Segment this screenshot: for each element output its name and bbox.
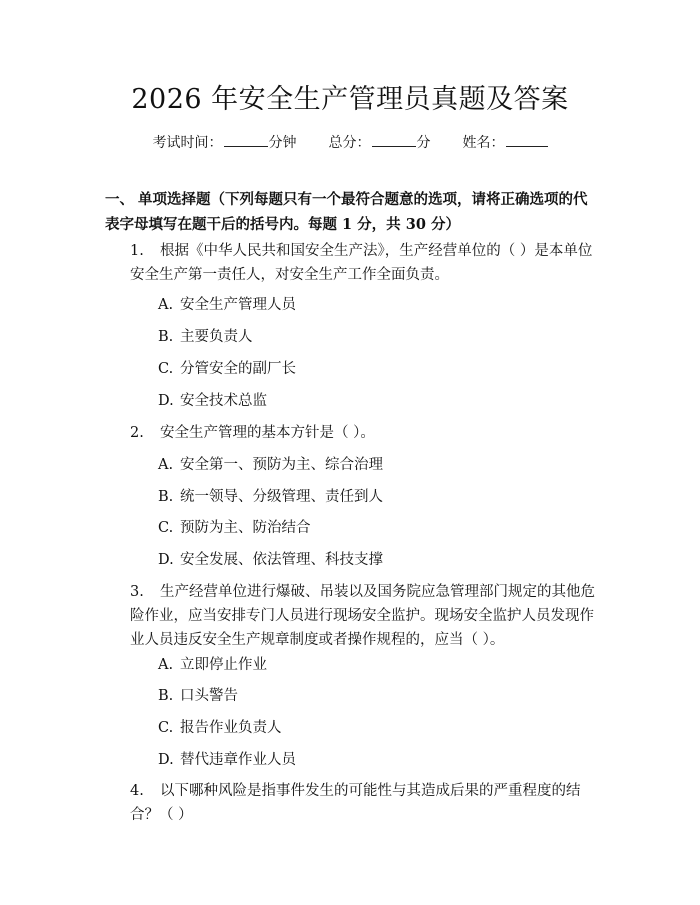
option-letter: B. bbox=[158, 489, 174, 505]
option-2-d[interactable] bbox=[158, 550, 383, 570]
option-3-c[interactable] bbox=[158, 718, 282, 738]
option-text: 主要负责人 bbox=[180, 329, 253, 345]
page-title: 2026 年安全生产管理员真题及答案 bbox=[131, 84, 569, 115]
option-letter: A. bbox=[158, 657, 174, 673]
option-1-c[interactable] bbox=[158, 359, 296, 379]
option-1-b[interactable] bbox=[158, 327, 253, 347]
option-text: 安全发展、依法管理、科技支撑 bbox=[180, 552, 383, 568]
question-number: 2. bbox=[130, 425, 144, 441]
option-3-a[interactable] bbox=[158, 655, 267, 675]
name-field bbox=[463, 131, 548, 153]
exam-time-field bbox=[153, 131, 297, 153]
total-score-blank[interactable] bbox=[372, 131, 416, 147]
option-3-b[interactable] bbox=[158, 686, 238, 706]
option-text: 统一领导、分级管理、责任到人 bbox=[180, 489, 383, 505]
name-blank[interactable] bbox=[506, 131, 548, 147]
total-score-field bbox=[329, 131, 431, 153]
option-text: 口头警告 bbox=[180, 688, 238, 704]
option-1-d[interactable] bbox=[158, 391, 267, 411]
option-letter: B. bbox=[158, 329, 174, 345]
option-text: 安全第一、预防为主、综合治理 bbox=[180, 457, 383, 473]
section-number: 一、 bbox=[105, 191, 134, 208]
option-text: 分管安全的副厂长 bbox=[180, 361, 296, 377]
option-text: 立即停止作业 bbox=[180, 657, 267, 673]
option-text: 预防为主、防治结合 bbox=[180, 520, 311, 536]
question-4 bbox=[105, 779, 600, 827]
option-text: 报告作业负责人 bbox=[180, 720, 282, 736]
option-letter: C. bbox=[158, 361, 174, 377]
option-letter: C. bbox=[158, 720, 174, 736]
option-1-a[interactable] bbox=[158, 295, 296, 315]
section-heading bbox=[105, 187, 600, 237]
option-3-d[interactable] bbox=[158, 750, 296, 770]
question-stem: 根据《中华人民共和国安全生产法》，生产经营单位的（ ）是本单位安全生产第一责任人，对安全生产工作全面负责。 bbox=[130, 243, 593, 283]
question-2 bbox=[105, 421, 600, 445]
option-text: 替代违章作业人员 bbox=[180, 752, 296, 768]
question-number: 4. bbox=[130, 783, 144, 799]
question-stem: 以下哪种风险是指事件发生的可能性与其造成后果的严重程度的结合？（ ） bbox=[130, 783, 581, 823]
question-number: 3. bbox=[130, 584, 144, 600]
option-letter: A. bbox=[158, 297, 174, 313]
option-letter: D. bbox=[158, 752, 174, 768]
exam-time-blank[interactable] bbox=[224, 131, 268, 147]
option-text: 安全技术总监 bbox=[180, 393, 267, 409]
option-2-c[interactable] bbox=[158, 518, 311, 538]
option-2-a[interactable] bbox=[158, 455, 383, 475]
exam-time-label: 考试时间： bbox=[152, 135, 223, 151]
option-letter: D. bbox=[158, 552, 174, 568]
name-label: 姓名： bbox=[462, 135, 505, 151]
exam-time-unit: 分钟 bbox=[268, 135, 297, 151]
question-1 bbox=[105, 239, 600, 287]
question-stem: 安全生产管理的基本方针是（ ）。 bbox=[160, 425, 375, 441]
question-stem: 生产经营单位进行爆破、吊装以及国务院应急管理部门规定的其他危险作业，应当安排专门人员进行现场安全监护。现场安全监护人员发现作业人员违反安全生产规章制度或者操作规程的，应当（ ）。 bbox=[130, 584, 595, 648]
option-letter: D. bbox=[158, 393, 174, 409]
question-3 bbox=[105, 580, 600, 652]
question-number: 1. bbox=[130, 243, 144, 259]
option-2-b[interactable] bbox=[158, 487, 383, 507]
option-letter: C. bbox=[158, 520, 174, 536]
exam-info-line bbox=[0, 131, 700, 153]
option-letter: A. bbox=[158, 457, 174, 473]
option-text: 安全生产管理人员 bbox=[180, 297, 296, 313]
total-score-label: 总分： bbox=[328, 135, 371, 151]
section-text: 单项选择题（下列每题只有一个最符合题意的选项，请将正确选项的代表字母填写在题干后的括号内。每题 1 分，共 30 分） bbox=[105, 191, 588, 233]
total-score-unit: 分 bbox=[416, 135, 431, 151]
option-letter: B. bbox=[158, 688, 174, 704]
